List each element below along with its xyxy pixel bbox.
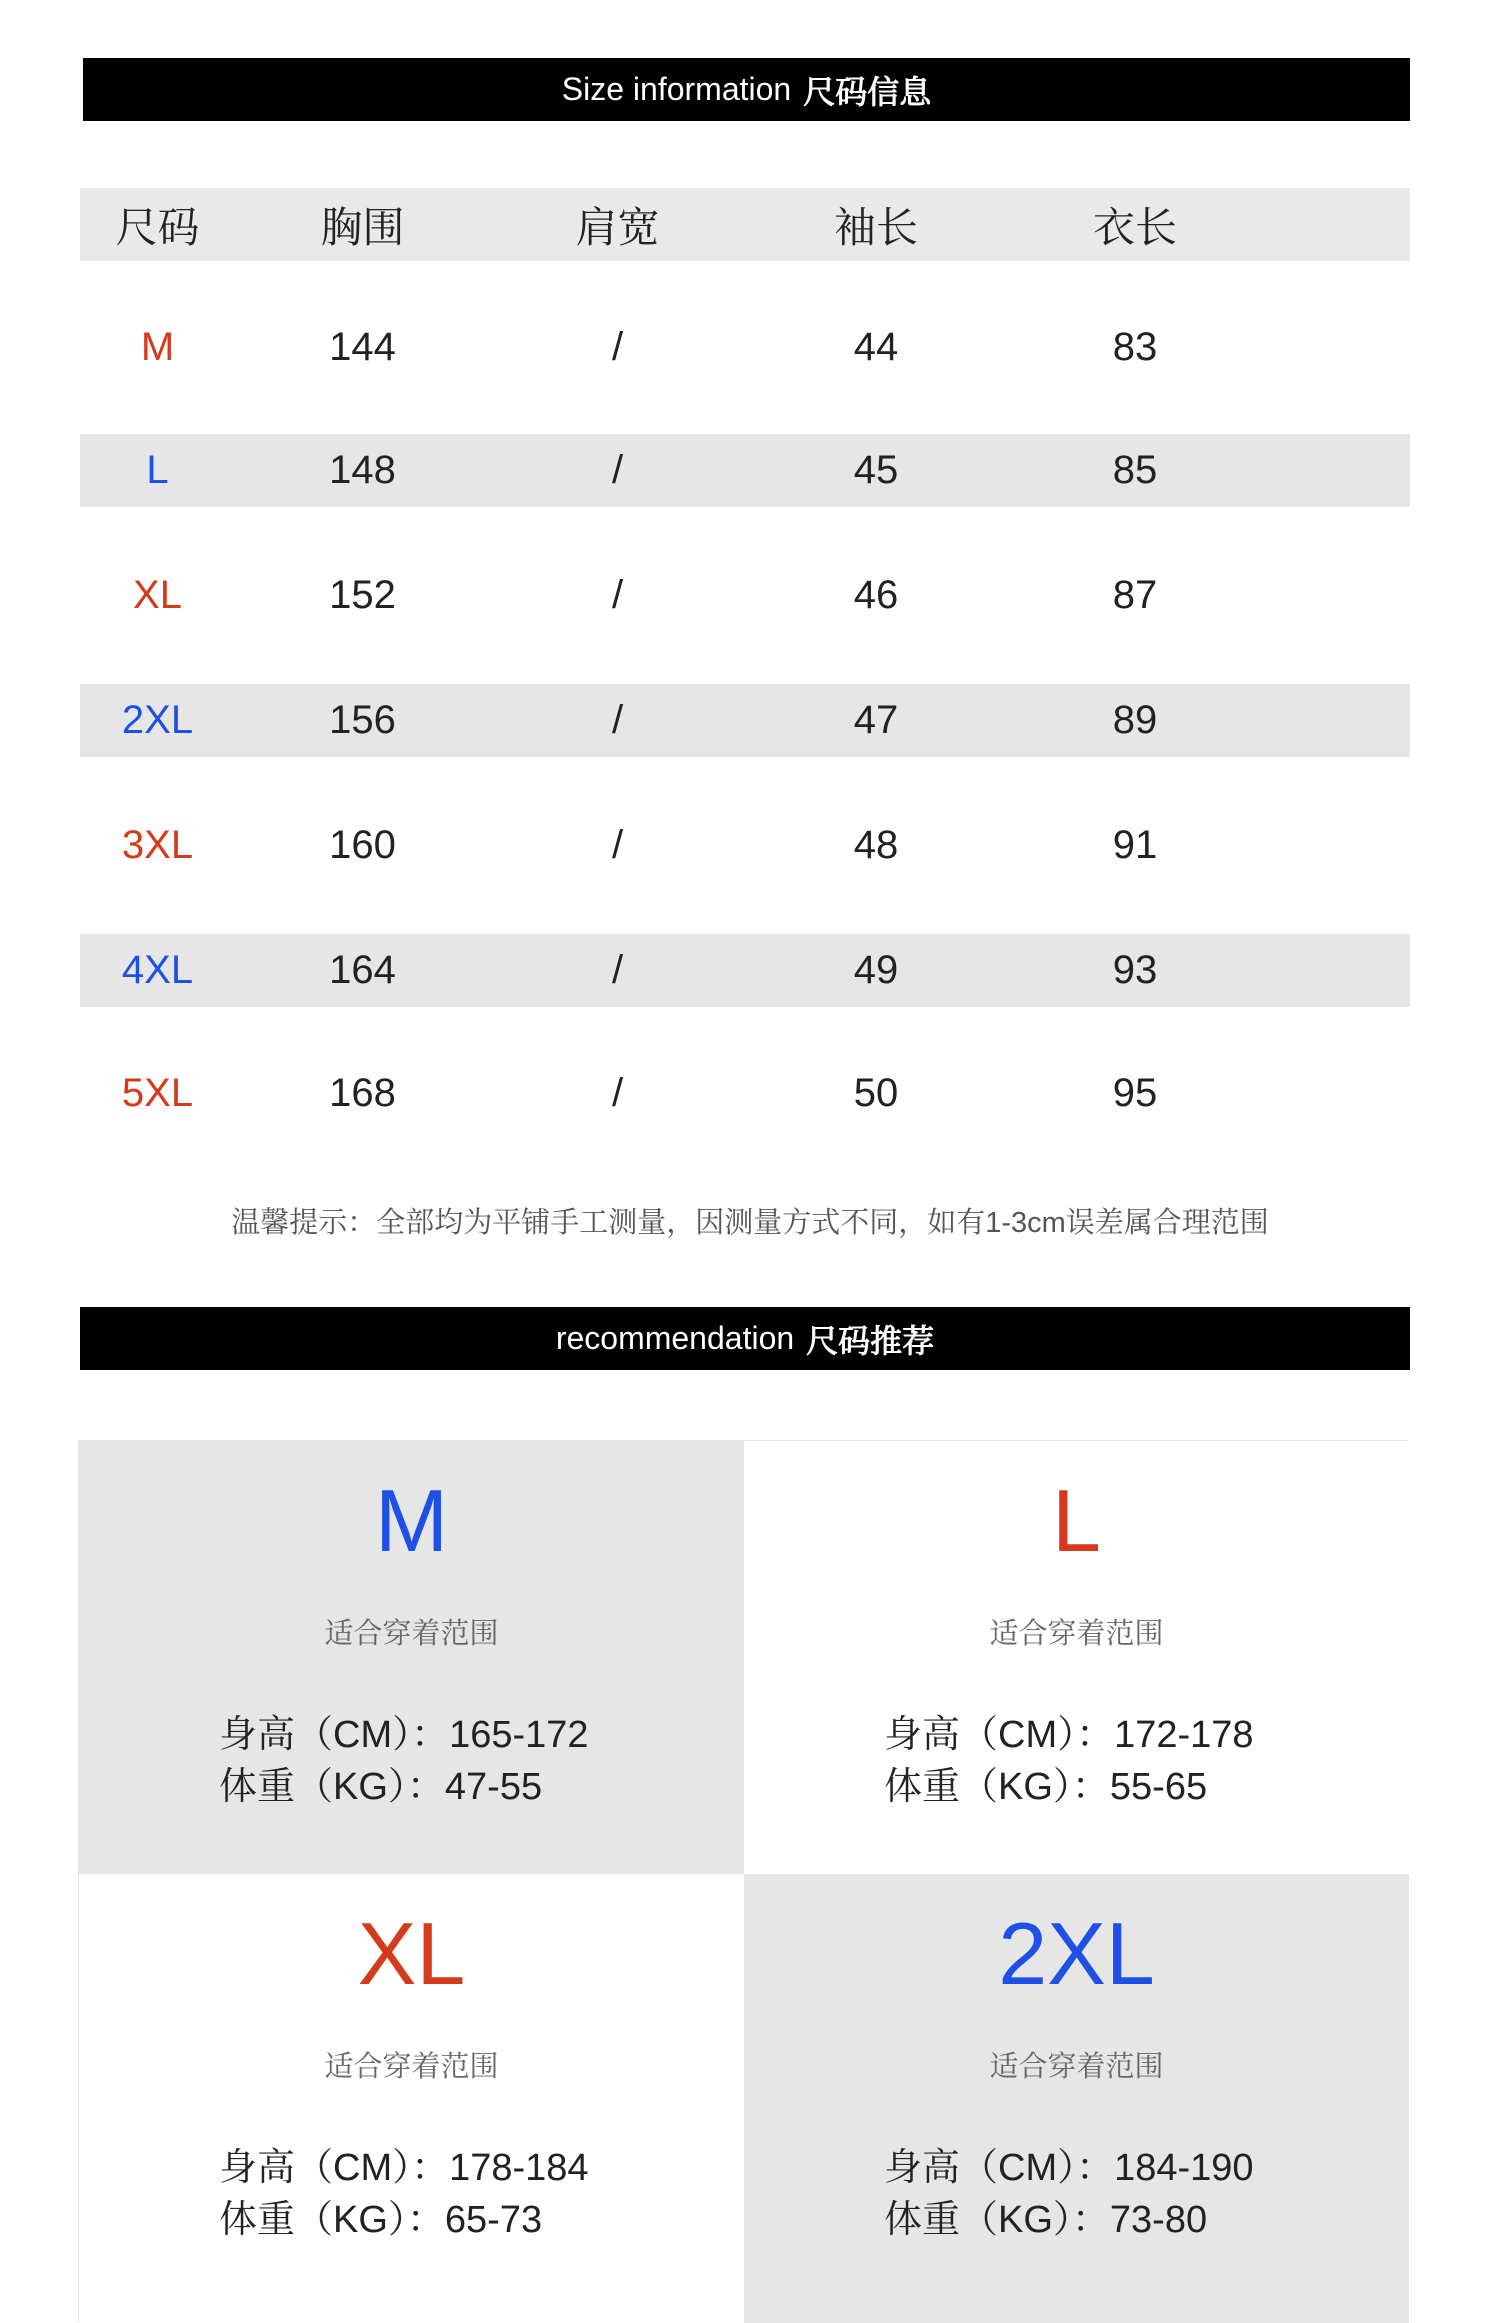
row-size: 4XL: [121, 948, 194, 992]
row-sleeve: 46: [853, 573, 899, 617]
card-weight: 体重（KG）：47-55: [219, 1766, 543, 1808]
recommendation-card-l: [744, 1441, 1409, 1874]
row-sleeve: 47: [853, 698, 899, 742]
table-row: [80, 311, 1410, 384]
header-sleeve: 袖长: [833, 203, 918, 251]
row-size: L: [146, 448, 169, 492]
row-chest: 156: [329, 698, 396, 742]
row-size: 2XL: [121, 698, 194, 742]
row-size: 5XL: [121, 1071, 194, 1115]
card-weight: 体重（KG）：65-73: [219, 2199, 543, 2241]
row-length: 91: [1112, 823, 1158, 867]
card-height: 身高（CM）：165-172: [219, 1714, 589, 1756]
size-information-title-cn: 尺码信息: [803, 73, 932, 110]
table-row: [80, 684, 1410, 757]
table-row: [80, 559, 1410, 632]
row-size: 3XL: [121, 823, 194, 867]
recommendation-grid: [78, 1440, 1408, 2322]
table-row: [80, 1057, 1410, 1130]
recommendation-card-2xl: [744, 1874, 1409, 2323]
row-length: 93: [1112, 948, 1158, 992]
row-chest: 152: [329, 573, 396, 617]
row-length: 83: [1112, 325, 1158, 369]
row-size: M: [140, 325, 175, 369]
size-information-title-en: Size information: [561, 71, 792, 107]
card-size: L: [1052, 1471, 1101, 1570]
header-chest: 胸围: [320, 203, 405, 251]
row-chest: 144: [329, 325, 396, 369]
row-length: 87: [1112, 573, 1158, 617]
row-chest: 160: [329, 823, 396, 867]
row-chest: 164: [329, 948, 396, 992]
card-fit-label: 适合穿着范围: [989, 1618, 1164, 1650]
measurement-tip: 温馨提示：全部均为平铺手工测量，因测量方式不同，如有1-3cm误差属合理范围: [231, 1207, 1269, 1239]
card-spec: [219, 2142, 589, 2246]
table-row: [80, 809, 1410, 882]
header-size: 尺码: [115, 203, 200, 251]
row-shoulder: /: [611, 823, 624, 867]
card-fit-label: 适合穿着范围: [324, 1618, 499, 1650]
row-shoulder: /: [611, 448, 624, 492]
card-weight: 体重（KG）：55-65: [884, 1766, 1208, 1808]
row-shoulder: /: [611, 948, 624, 992]
size-table-header-row: [80, 188, 1410, 261]
size-table: [80, 188, 1410, 1130]
card-height: 身高（CM）：178-184: [219, 2147, 589, 2189]
header-length: 衣长: [1092, 203, 1177, 251]
card-size: XL: [357, 1904, 466, 2003]
card-height: 身高（CM）：184-190: [884, 2147, 1254, 2189]
card-height: 身高（CM）：172-178: [884, 1714, 1254, 1756]
table-row: [80, 434, 1410, 507]
card-spec: [219, 1709, 589, 1813]
row-sleeve: 45: [853, 448, 899, 492]
recommendation-title-en: recommendation: [555, 1320, 795, 1356]
row-length: 89: [1112, 698, 1158, 742]
card-fit-label: 适合穿着范围: [989, 2051, 1164, 2083]
row-chest: 148: [329, 448, 396, 492]
row-sleeve: 50: [853, 1071, 899, 1115]
card-fit-label: 适合穿着范围: [324, 2051, 499, 2083]
card-weight: 体重（KG）：73-80: [884, 2199, 1208, 2241]
row-shoulder: /: [611, 325, 624, 369]
recommendation-card-xl: [79, 1874, 744, 2323]
card-spec: [884, 2142, 1254, 2246]
row-length: 95: [1112, 1071, 1158, 1115]
row-size: XL: [133, 573, 182, 617]
recommendation-header: [80, 1307, 1410, 1370]
row-shoulder: /: [611, 698, 624, 742]
row-shoulder: /: [611, 1071, 624, 1115]
row-sleeve: 49: [853, 948, 899, 992]
recommendation-card-m: [79, 1441, 744, 1874]
header-shoulder: 肩宽: [575, 203, 660, 251]
card-size: M: [374, 1471, 449, 1570]
card-size: 2XL: [998, 1904, 1155, 2003]
card-spec: [884, 1709, 1254, 1813]
row-length: 85: [1112, 448, 1158, 492]
row-shoulder: /: [611, 573, 624, 617]
row-chest: 168: [329, 1071, 396, 1115]
recommendation-title-cn: 尺码推荐: [806, 1322, 935, 1359]
row-sleeve: 44: [853, 325, 899, 369]
row-sleeve: 48: [853, 823, 899, 867]
table-row: [80, 934, 1410, 1007]
size-information-header: [83, 58, 1410, 121]
